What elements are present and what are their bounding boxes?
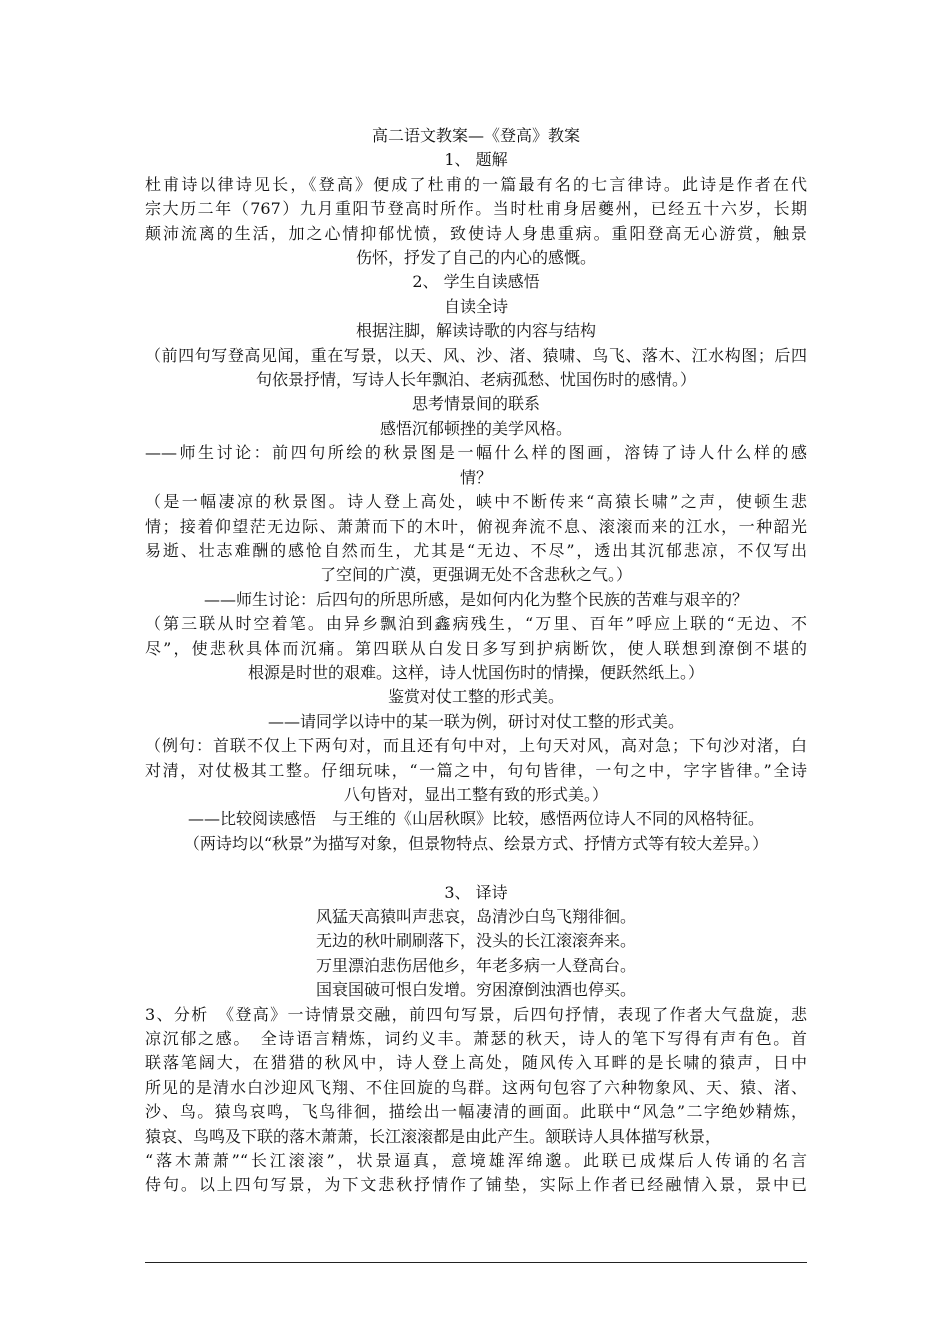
text-line: 所见的是清水白沙迎风飞翔、不住回旋的鸟群。这两句包容了六种物象风、天、猿、渚、 — [145, 1077, 807, 1097]
text-line: 杜甫诗以律诗见长，《登高》便成了杜甫的一篇最有名的七言律诗。此诗是作者在代 — [145, 174, 807, 194]
text-line: （前四句写登高见闻，重在写景，以天、风、沙、渚、猿啸、鸟飞、落木、江水构图；后四 — [145, 345, 807, 365]
text-line: 猿哀、鸟鸣及下联的落木萧萧，长江滚滚都是由此产生。颔联诗人具体描写秋景， — [145, 1126, 722, 1146]
text-line: 风猛天高猿叫声悲哀，岛清沙白鸟飞翔徘徊。 — [315, 906, 636, 926]
text-line: （第三联从时空着笔。由异乡飘泊到鑫病残生，“万里、百年”呼应上联的“无边、不 — [145, 614, 807, 634]
blank-line — [145, 856, 807, 880]
text-line: （例句：首联不仅上下两句对，而且还有句中对，上句天对风，高对急；下句沙对渚，白 — [145, 736, 807, 756]
text-line: ——比较阅读感悟 与王维的《山居秋暝》比较，感悟两位诗人不同的风格特征。 — [187, 809, 764, 829]
text-line: 自读全诗 — [443, 296, 508, 316]
text-line: 根据注脚，解读诗歌的内容与结构 — [355, 321, 596, 341]
text-line: 万里漂泊悲伤居他乡，年老多病一人登高台。 — [315, 955, 636, 975]
text-line: （是一幅凄凉的秋景图。诗人登上高处，峡中不断传来“高猿长啸”之声，使顿生悲 — [145, 492, 807, 512]
text-line: 凉沉郁之感。 全诗语言精炼，词约义丰。萧瑟的秋天，诗人的笔下写得有声有色。首 — [145, 1029, 807, 1049]
text-line: 1、 题解 — [444, 150, 508, 170]
text-line: 侍句。以上四句写景，为下文悲秋抒情作了铺垫，实际上作者已经融情入景，景中已 — [145, 1175, 807, 1195]
text-line: 无边的秋叶刷刷落下，没头的长江滚滚奔来。 — [315, 931, 636, 951]
text-line: 伤怀，抒发了自己的内心的感慨。 — [355, 248, 596, 268]
text-line: 情；接着仰望茫无边际、萧萧而下的木叶，俯视奔流不息、滚滚而来的江水，一种韶光 — [145, 516, 807, 536]
text-line: 宗大历二年（767）九月重阳节登高时所作。当时杜甫身居夔州，已经五十六岁，长期 — [145, 199, 807, 219]
text-line: ——师生讨论：前四句所绘的秋景图是一幅什么样的图画，溶铸了诗人什么样的感 — [145, 443, 807, 463]
text-line: 3、分析 《登高》一诗情景交融，前四句写景，后四句抒情，表现了作者大气盘旋，悲 — [145, 1004, 807, 1024]
text-line: 句依景抒情，写诗人长年飘泊、老病孤愁、忧国伤时的感情。） — [255, 370, 696, 390]
text-line: 思考情景间的联系 — [411, 394, 540, 414]
document-body — [145, 124, 807, 1198]
text-line: 根源是时世的艰难。这样，诗人忧国伤时的情操，便跃然纸上。） — [247, 662, 704, 682]
text-line: 颠沛流离的生活，加之心情抑郁忧愤，致使诗人身患重病。重阳登高无心游赏，触景 — [145, 223, 807, 243]
text-line: 鉴赏对仗工整的形式美。 — [387, 687, 564, 707]
text-line: 尽”，使悲秋具体而沉痛。第四联从白发日多写到护病断饮，使人联想到潦倒不堪的 — [145, 638, 807, 658]
footer-divider — [145, 1262, 807, 1263]
text-line: ——师生讨论：后四句的所思所感，是如何内化为整个民族的苦难与艰辛的？ — [203, 589, 748, 609]
text-line: 3、 译诗 — [444, 882, 508, 902]
document-title: 高二语文教案—《登高》教案 — [371, 126, 580, 145]
text-line: 对清，对仗极其工整。仔细玩味，“一篇之中，句句皆律，一句之中，字字皆律。”全诗 — [145, 760, 807, 780]
text-line: ——请同学以诗中的某一联为例，研讨对仗工整的形式美。 — [267, 711, 684, 731]
text-line: 了空间的广漠，更强调无处不含悲秋之气。） — [319, 565, 632, 585]
text-line: 八句皆对，显出工整有致的形式美。） — [343, 784, 608, 804]
text-line: 情？ — [459, 467, 492, 487]
text-line: 联落笔阔大，在猎猎的秋风中，诗人登上高处，随风传入耳畔的是长啸的猿声，日中 — [145, 1053, 807, 1073]
text-line: 沙、鸟。猿鸟哀鸣，飞鸟徘徊，描绘出一幅凄清的画面。此联中“风急”二字绝妙精炼， — [145, 1102, 807, 1122]
text-line: “落木萧萧”“长江滚滚”，状景逼真，意境雄浑绵邈。此联已成煤后人传诵的名言 — [145, 1151, 807, 1171]
text-line: 感悟沉郁顿挫的美学风格。 — [379, 418, 572, 438]
text-line: （两诗均以“秋景”为描写对象，但景物特点、绘景方式、抒情方式等有较大差异。） — [183, 833, 769, 853]
text-line: 2、 学生自读感悟 — [412, 272, 540, 292]
text-line: 易逝、壮志难酬的感怆自然而生，尤其是“无边、不尽”，透出其沉郁悲凉，不仅写出 — [145, 540, 807, 560]
text-line: 国衰国破可恨白发增。穷困潦倒浊酒也停买。 — [315, 980, 636, 1000]
